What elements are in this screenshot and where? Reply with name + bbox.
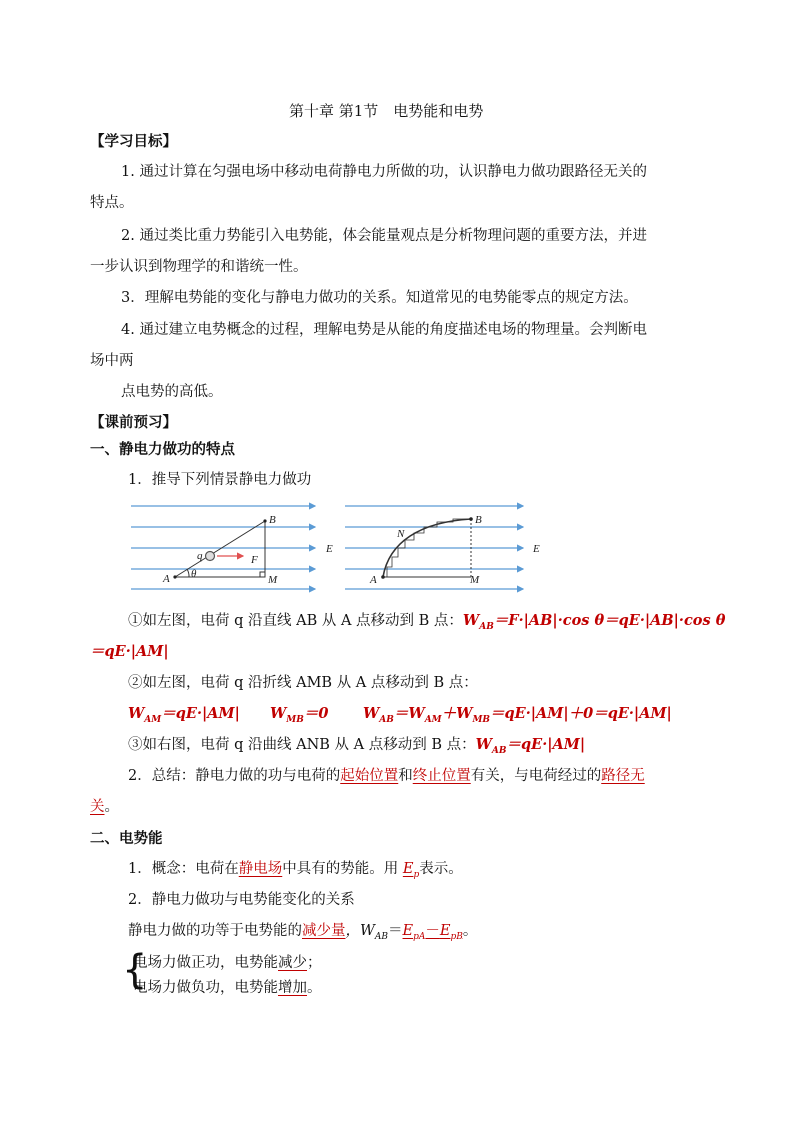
brace: { [122, 947, 148, 993]
blank-decrease: 减少 [278, 955, 307, 971]
case-1 [128, 611, 725, 631]
point-a-right [381, 575, 385, 579]
page-title: 第十章 第1节 电势能和电势 [289, 102, 484, 120]
blank-static-field: 静电场 [238, 861, 283, 877]
concept: 1．概念：电荷在静电场中具有的势能。用 $E_p$表示。 [128, 861, 463, 880]
section-2-title: 二、电势能 [90, 830, 163, 847]
positive-work: 电场力做正功，电势能减少； [133, 955, 322, 971]
negative-work: 电场力做负功，电势能增加。 [133, 980, 322, 996]
label-b-right: B [475, 514, 482, 526]
blank-start-position: 起始位置 [340, 768, 399, 784]
question-1: 1．推导下列情景静电力做功 [128, 472, 312, 488]
goal-3: 3．理解电势能的变化与静电力做功的关系。知道常见的电势能零点的规定方法。 [121, 290, 638, 306]
goal-4-line-1: 4. 通过建立电势概念的过程，理解电势是从能的角度描述电场的物理量。会判断电 [121, 322, 647, 338]
label-b-left: B [269, 514, 276, 526]
label-theta: θ [191, 568, 197, 580]
blank-path-independent-2: 关 [90, 799, 105, 815]
label-e-right: E [533, 543, 540, 555]
case-3-formula: $W_{AB}=qE\cdot|AM|$ [475, 736, 586, 756]
point-a-left [173, 575, 176, 578]
label-n: N [397, 528, 405, 540]
blank-ep: $E_p$ [402, 861, 420, 880]
charge-q [206, 552, 215, 561]
goal-2-line-2: 一步认识到物理学的和谐统一性。 [90, 259, 308, 275]
electric-field-figure [125, 497, 555, 593]
blank-decrease-amount: 减少量 [302, 923, 346, 939]
label-m-right: M [470, 574, 480, 586]
goals-header: 【学习目标】 [90, 133, 177, 150]
label-q: q [197, 550, 203, 562]
label-m-left: M [268, 574, 278, 586]
blank-end-position: 终止位置 [412, 768, 471, 784]
goal-4-line-3: 点电势的高低。 [121, 384, 223, 400]
goal-4-line-2: 场中两 [90, 353, 134, 369]
relation: 静电力做的功等于电势能的减少量，$W_{AB}=E_{pA}-E_{pB}$。 [128, 923, 478, 942]
case-1-formula: $W_{AB}=F\cdot|AB|\cdot\cos$ θ＝qE·|AB|·cos θ [462, 612, 726, 632]
case-3 [128, 735, 585, 755]
label-e-left: E [326, 543, 333, 555]
case-2-formula-wmb: $W_{MB}=0$ [270, 705, 329, 725]
case-2-formula-wab: $W_{AB}=W_{AM}+W_{MB}=qE\cdot|AM|+0=qE\cdot|AM|$ [363, 705, 672, 725]
relation-title: 2．静电力做功与电势能变化的关系 [128, 892, 355, 908]
case-3-text: ③如右图，电荷 q 沿曲线 ANB 从 A 点移动到 B 点： [128, 737, 476, 753]
case-2-text: ②如左图，电荷 q 沿折线 AMB 从 A 点移动到 B 点： [128, 675, 478, 691]
blank-path-independent-1: 路径无 [601, 768, 645, 784]
section-1-title: 一、静电力做功的特点 [90, 441, 235, 458]
goal-2-line-1: 2. 通过类比重力势能引入电势能，体会能量观点是分析物理问题的重要方法，并进 [121, 228, 647, 244]
blank-epa: $E_{pA}$ [402, 923, 426, 942]
case-1-formula-line-2: ＝qE·|AM| [90, 643, 169, 660]
case-2-formula-wam: $W_{AM}=qE\cdot|AM|$ [128, 705, 240, 725]
case-1-text: ①如左图，电荷 q 沿直线 AB 从 A 点移动到 B 点： [128, 613, 463, 629]
preview-header: 【课前预习】 [90, 414, 177, 431]
label-a-right: A [370, 574, 377, 586]
goal-1-line-1: 1. 通过计算在匀强电场中移动电荷静电力所做的功，认识静电力做功跟路径无关的 [121, 164, 647, 180]
summary: 2．总结：静电力做的功与电荷的起始位置和终止位置有关，与电荷经过的路径无 [128, 768, 645, 784]
label-f: F [251, 554, 258, 566]
summary-line-2: 关。 [90, 799, 119, 815]
goal-1-line-2: 特点。 [90, 195, 134, 211]
point-b-left [263, 519, 266, 522]
blank-increase: 增加 [278, 980, 307, 996]
blank-epb: $E_{pB}$ [439, 923, 463, 942]
point-b-right [469, 517, 473, 521]
label-a-left: A [163, 573, 170, 585]
